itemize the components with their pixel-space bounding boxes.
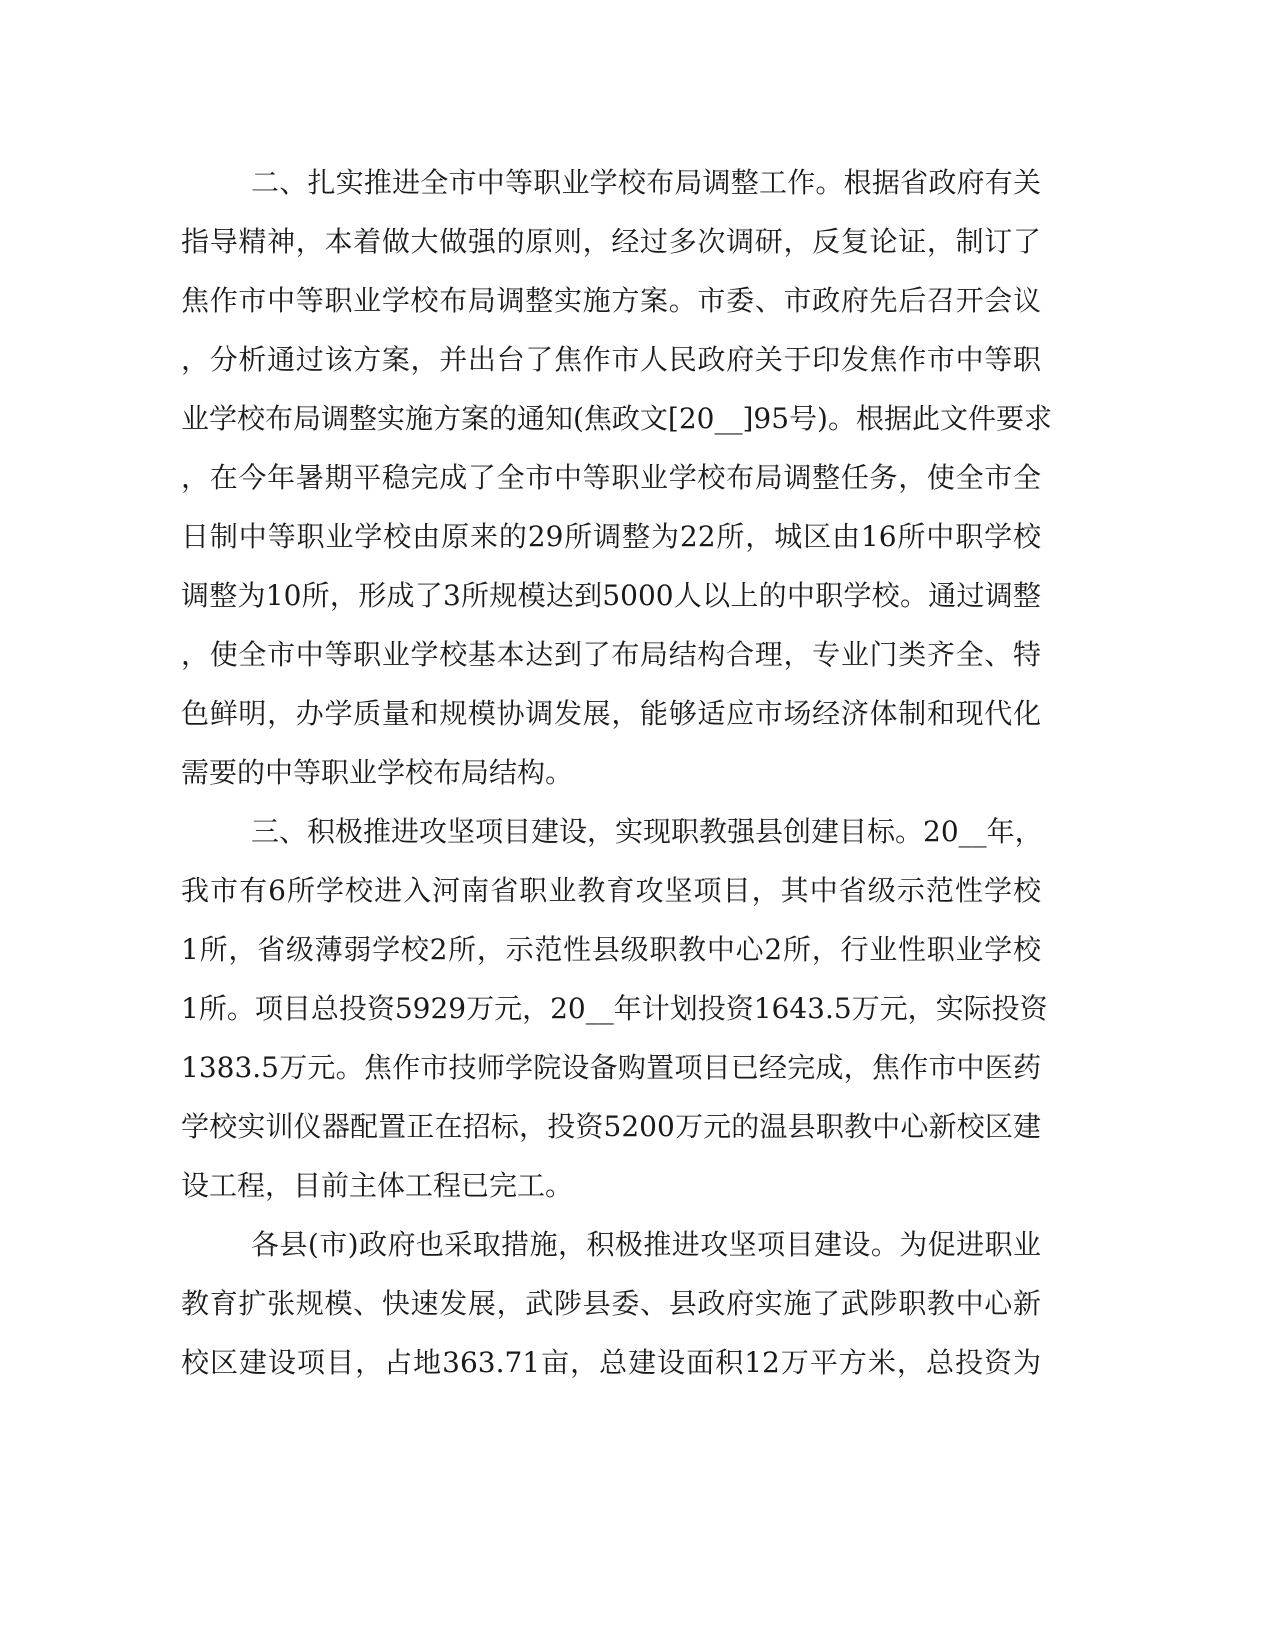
text-line: 三、积极推进攻坚项目建设，实现职教强县创建目标。20__年， [251,815,1043,848]
paragraph-3 [181,1215,1041,1392]
text-line: 需要的中等职业学校布局结构。 [181,756,574,789]
text-line: 二、扎实推进全市中等职业学校布局调整工作。根据省政府有关 [251,166,1041,199]
text-line: 学校实训仪器配置正在招标，投资5200万元的温县职教中心新校区建 [181,1110,1041,1143]
text-line: 设工程，目前主体工程已完工。 [181,1169,574,1202]
text-line: 我市有6所学校进入河南省职业教育攻坚项目，其中省级示范性学校 [181,874,1041,907]
text-line: 1383.5万元。焦作市技师学院设备购置项目已经完成，焦作市中医药 [181,1051,1041,1084]
text-line: 1所。项目总投资5929万元，20__年计划投资1643.5万元，实际投资 [181,992,1048,1025]
text-line: ，在今年暑期平稳完成了全市中等职业学校布局调整任务，使全市全 [181,461,1041,494]
text-line: 业学校布局调整实施方案的通知(焦政文[20__]95号)。根据此文件要求 [181,402,1052,435]
paragraph-1 [181,153,1052,802]
text-line: 调整为10所，形成了3所规模达到5000人以上的中职学校。通过调整 [181,579,1041,612]
text-line: 教育扩张规模、快速发展，武陟县委、县政府实施了武陟职教中心新 [181,1287,1041,1320]
paragraph-2 [181,802,1048,1215]
text-line: 焦作市中等职业学校布局调整实施方案。市委、市政府先后召开会议 [181,284,1041,317]
text-line: 指导精神，本着做大做强的原则，经过多次调研，反复论证，制订了 [181,225,1041,258]
text-line: 1所，省级薄弱学校2所，示范性县级职教中心2所，行业性职业学校 [181,933,1041,966]
text-line: 日制中等职业学校由原来的29所调整为22所，城区由16所中职学校 [181,520,1041,553]
text-line: 色鲜明，办学质量和规模协调发展，能够适应市场经济体制和现代化 [181,697,1041,730]
text-line: 各县(市)政府也采取措施，积极推进攻坚项目建设。为促进职业 [251,1228,1041,1261]
text-line: 校区建设项目，占地363.71亩，总建设面积12万平方米，总投资为 [181,1346,1041,1379]
text-line: ，分析通过该方案，并出台了焦作市人民政府关于印发焦作市中等职 [181,343,1041,376]
text-line: ，使全市中等职业学校基本达到了布局结构合理，专业门类齐全、特 [181,638,1041,671]
document-body [181,153,1052,1392]
